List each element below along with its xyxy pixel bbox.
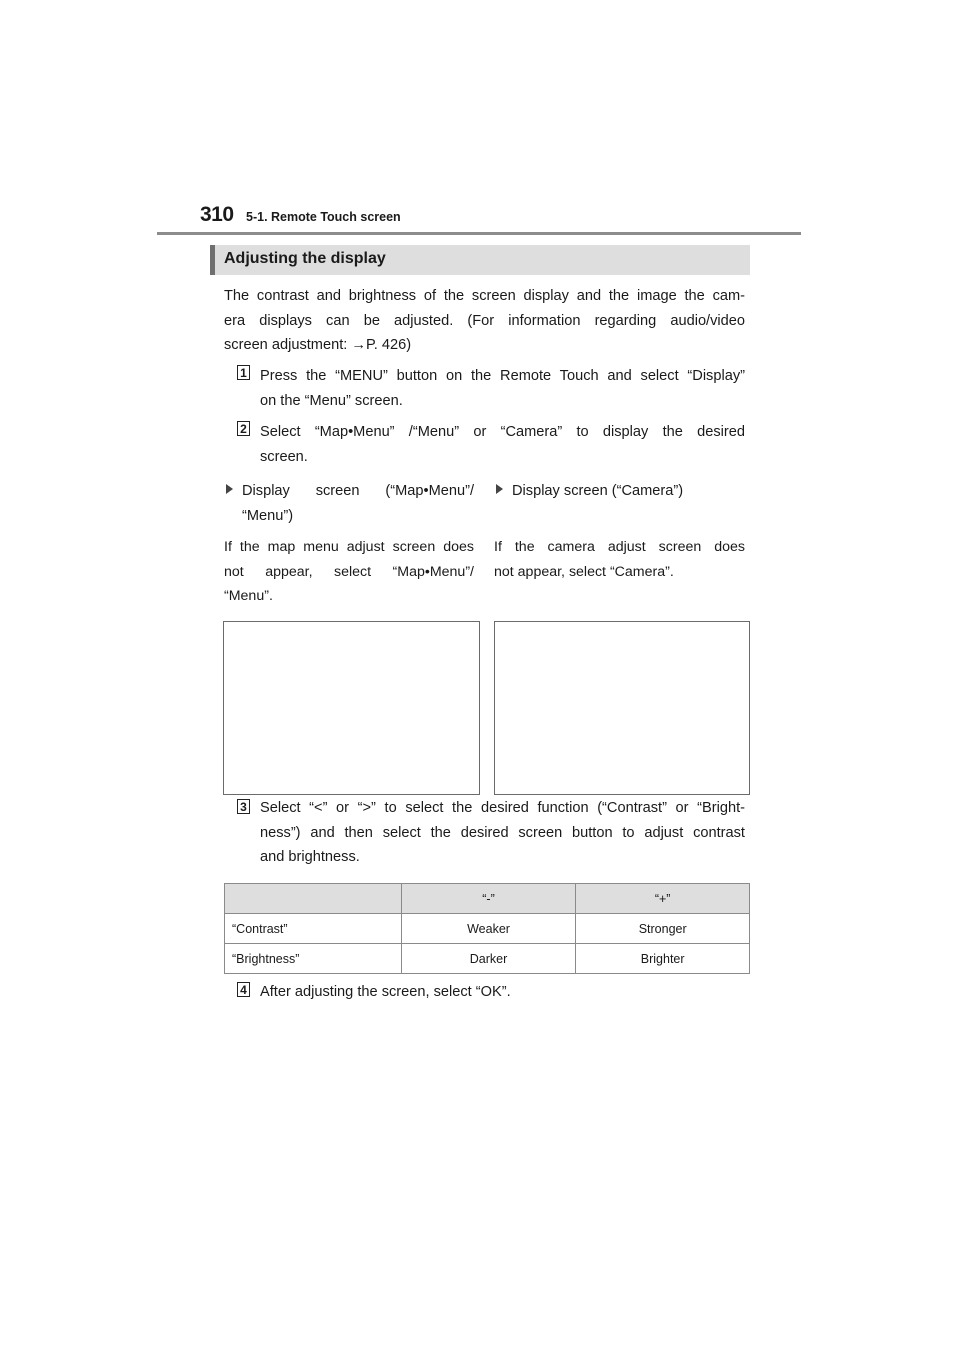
table-cell: Brighter [576, 944, 750, 974]
intro-line: The contrast and brightness of the screen display and the image the cam- [224, 288, 745, 304]
table-cell: “Contrast” [225, 914, 402, 944]
step-number-badge: 3 [237, 799, 250, 814]
right-desc-line: If the camera adjust screen does [494, 539, 745, 555]
table-row [225, 914, 750, 944]
left-desc-line: If the map menu adjust screen does [224, 539, 474, 555]
intro-paragraph [224, 284, 745, 358]
right-column-heading [496, 479, 746, 504]
table-cell: Darker [401, 944, 576, 974]
intro-line: era displays can be adjusted. (For information regarding audio/video [224, 312, 745, 329]
table-row [225, 944, 750, 974]
table-header-cell: “-” [401, 884, 576, 914]
step-line: Select “Map•Menu” /“Menu” or “Camera” to display the desired [260, 424, 745, 440]
step-line: on the “Menu” screen. [260, 392, 403, 409]
left-desc-line: not appear, select “Map•Menu”/ [224, 563, 474, 580]
step-3-text [260, 796, 745, 870]
table-cell: Stronger [576, 914, 750, 944]
step-4-text [260, 980, 745, 1005]
left-heading-line: Display screen (“Map•Menu”/ [242, 483, 474, 499]
left-column-description [224, 535, 474, 609]
table-header-cell: “+” [576, 884, 750, 914]
step-line: ness”) and then select the desired screen button to adjust contrast [260, 824, 745, 841]
adjustment-table [224, 883, 750, 974]
section-title: Adjusting the display [224, 250, 386, 267]
arrow-bullet-icon [496, 484, 503, 494]
table-cell: “Brightness” [225, 944, 402, 974]
left-column-heading [226, 479, 474, 528]
right-desc-line: not appear, select “Camera”. [494, 563, 674, 580]
intro-line: screen adjustment: →P. 426) [224, 337, 412, 353]
step-line: After adjusting the screen, select “OK”. [260, 984, 511, 1000]
table-header-cell [225, 884, 402, 914]
right-column-description [494, 535, 745, 584]
step-1-text [260, 364, 745, 413]
step-line: Press the “MENU” button on the Remote Touch and select “Display” [260, 368, 745, 384]
step-number-badge: 4 [237, 982, 250, 997]
step-line: screen. [260, 448, 308, 465]
table-cell: Weaker [401, 914, 576, 944]
table-header-row [225, 884, 750, 914]
map-menu-screen-image [223, 621, 480, 795]
step-2-text [260, 420, 745, 469]
camera-screen-image [494, 621, 750, 795]
left-heading-line: “Menu”) [242, 507, 294, 524]
arrow-bullet-icon [226, 484, 233, 494]
header-divider [157, 232, 801, 235]
step-line: and brightness. [260, 849, 360, 865]
step-line: Select “<” or “>” to select the desired function (“Contrast” or “Bright- [260, 800, 745, 816]
running-header: 5-1. Remote Touch screen [246, 210, 401, 224]
left-desc-line: “Menu”. [224, 588, 273, 604]
right-heading-line: Display screen (“Camera”) [512, 483, 684, 499]
page-number: 310 [200, 203, 234, 226]
step-number-badge: 1 [237, 365, 250, 380]
step-number-badge: 2 [237, 421, 250, 436]
